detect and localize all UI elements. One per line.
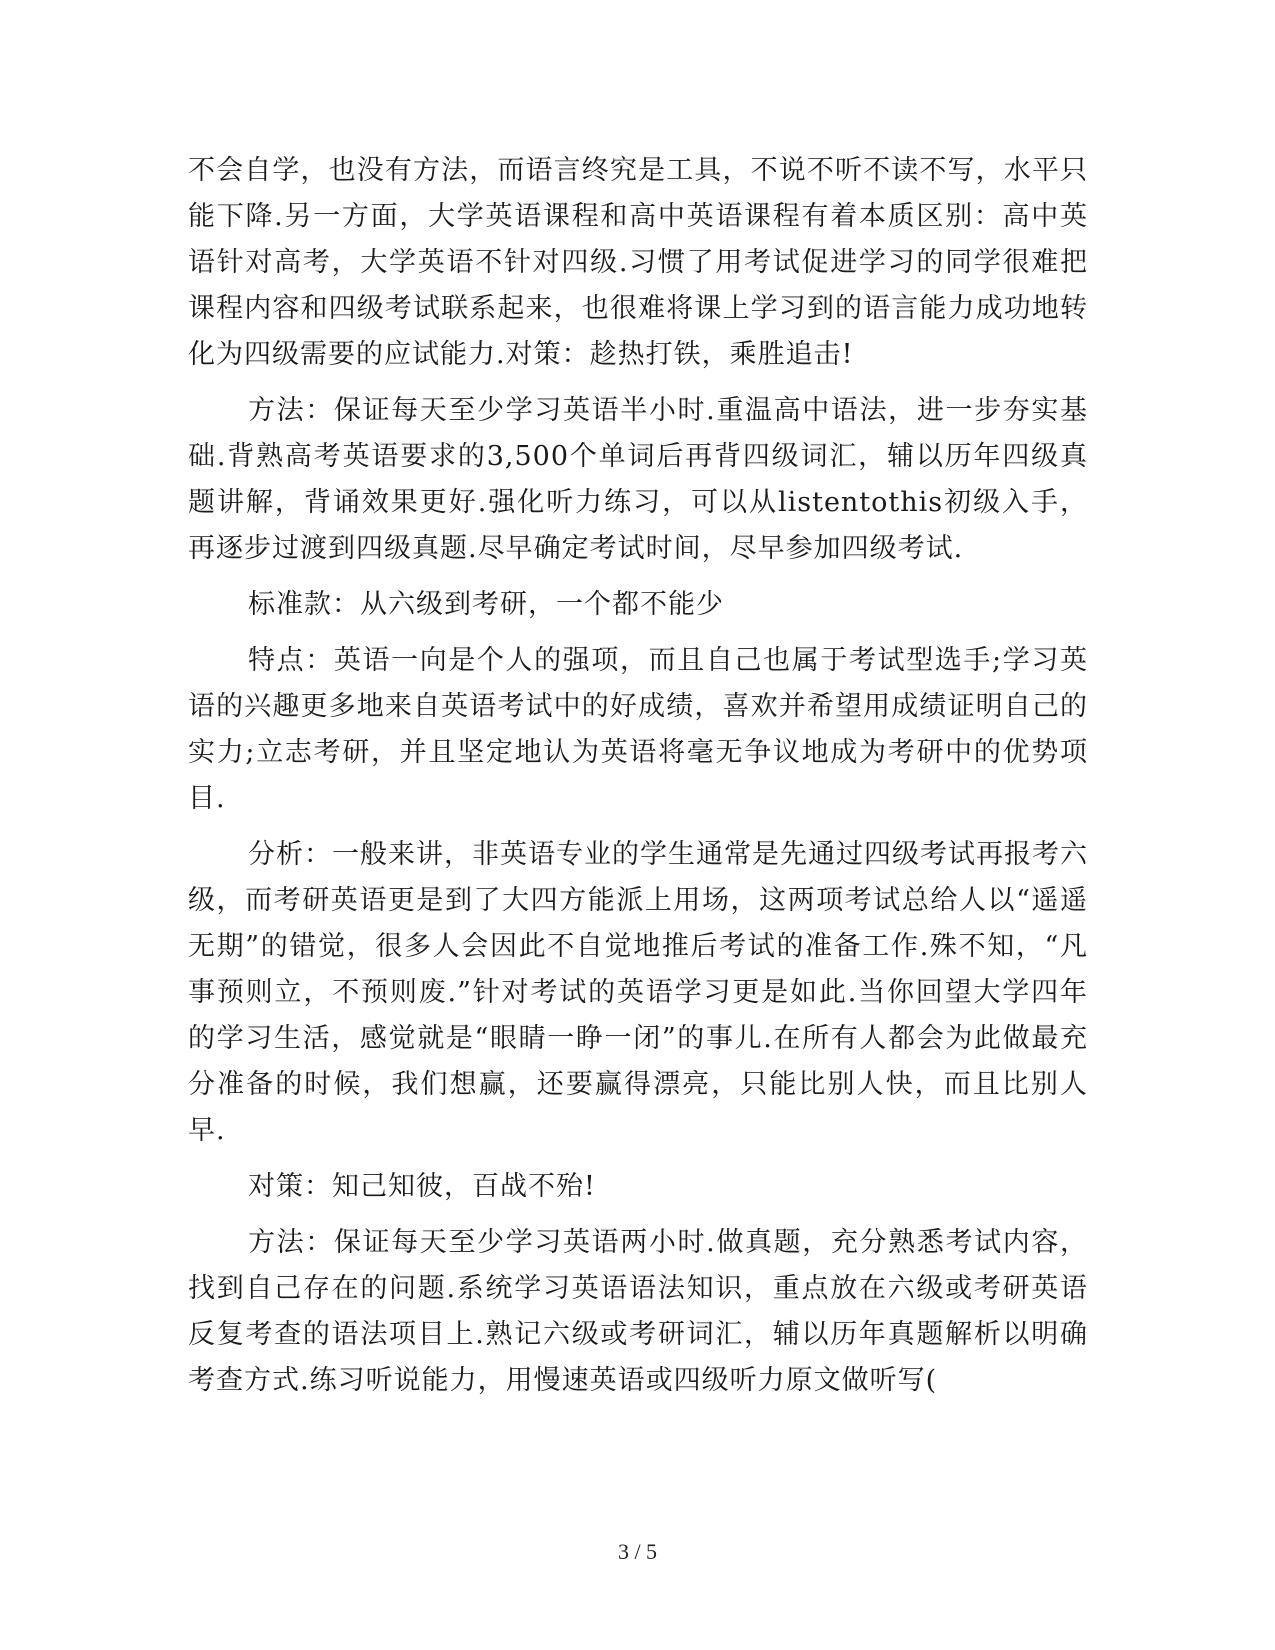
paragraph-intro-continuation: 不会自学，也没有方法，而语言终究是工具，不说不听不读不写，水平只能下降.另一方面，大学英语课程和高中英语课程有着本质区别：高中英语针对高考，大学英语不针对四级.习惯了用考试促进学习的同学很难把课程内容和四级考试联系起来，也很难将课上学习到的语言能力成功地转化为四级需要的应试能力.对策：趁热打铁，乘胜追击! bbox=[188, 155, 1088, 370]
paragraph-analysis: 分析：一般来讲，非英语专业的学生通常是先通过四级考试再报考六级，而考研英语更是到了大四方能派上用场，这两项考试总给人以“遥遥无期”的错觉，很多人会因此不自觉地推后考试的准备工作.殊不知，“凡事预则立，不预则废.”针对考试的英语学习更是如此.当你回望大学四年的学习生活，感觉就是“眼睛一睁一闭”的事儿.在所有人都会为此做最充分准备的时候，我们想赢，还要赢得漂亮，只能比别人快，而且比别人早. bbox=[188, 839, 1088, 1146]
paragraph-strategy: 对策：知己知彼，百战不殆! bbox=[248, 1171, 596, 1202]
paragraph-method-standard: 方法：保证每天至少学习英语两小时.做真题，充分熟悉考试内容，找到自己存在的问题.系统学习英语语法知识，重点放在六级或考研英语反复考查的语法项目上.熟记六级或考研词汇，辅以历年真题解析以明确考查方式.练习听说能力，用慢速英语或四级听力原文做听写( bbox=[188, 1227, 1088, 1396]
paragraph-method-basic: 方法：保证每天至少学习英语半小时.重温高中语法，进一步夯实基础.背熟高考英语要求的3,500个单词后再背四级词汇，辅以历年四级真题讲解，背诵效果更好.强化听力练习，可以从listentothis初级入手，再逐步过渡到四级真题.尽早确定考试时间，尽早参加四级考试. bbox=[188, 395, 1088, 564]
section-heading-standard: 标准款：从六级到考研，一个都不能少 bbox=[248, 589, 724, 620]
paragraph-features: 特点：英语一向是个人的强项，而且自己也属于考试型选手;学习英语的兴趣更多地来自英语考试中的好成绩，喜欢并希望用成绩证明自己的实力;立志考研，并且坚定地认为英语将毫无争议地成为考研中的优势项目. bbox=[188, 645, 1088, 814]
page-number: 3 / 5 bbox=[617, 1539, 658, 1564]
body-text bbox=[188, 148, 1088, 1414]
